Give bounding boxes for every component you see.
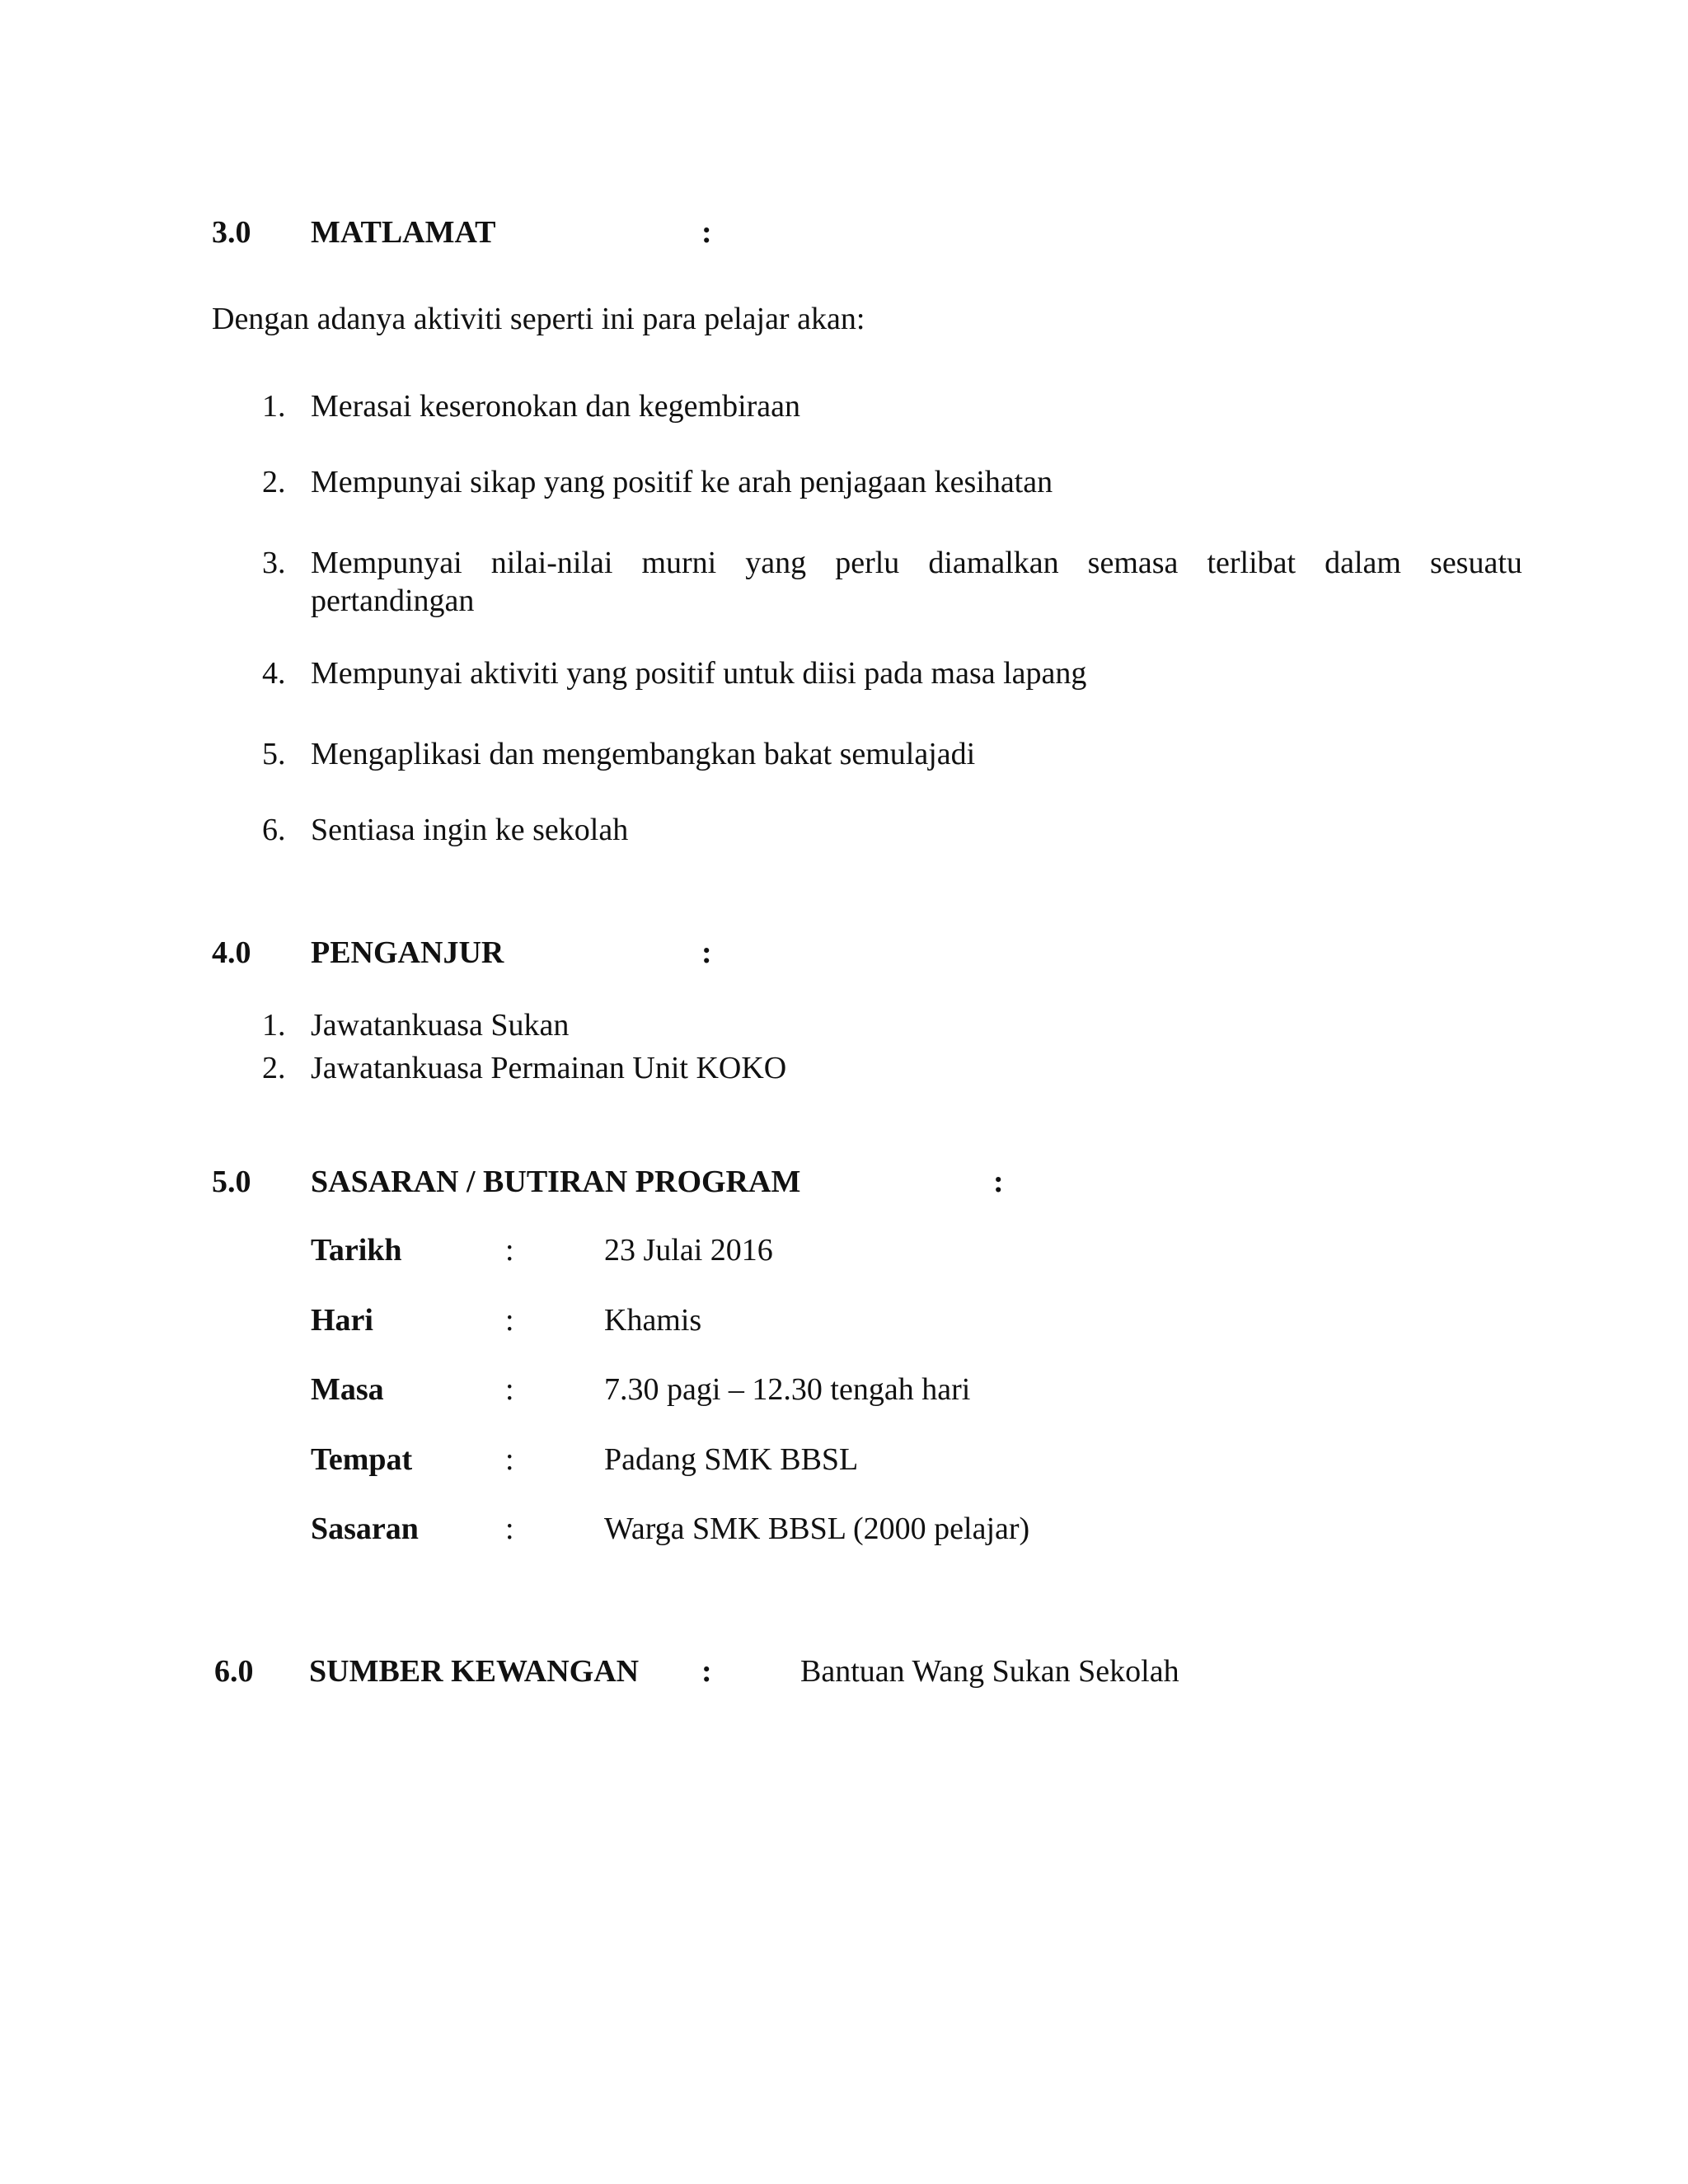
word: diamalkan	[928, 546, 1059, 580]
detail-separator: :	[505, 1511, 514, 1546]
section-5-title: SASARAN / BUTIRAN PROGRAM	[311, 1165, 801, 1199]
detail-separator: :	[505, 1233, 514, 1268]
detail-label: Hari	[311, 1303, 373, 1338]
section-6-title: SUMBER KEWANGAN	[309, 1654, 640, 1689]
detail-label: Tempat	[311, 1442, 413, 1477]
word: murni	[641, 546, 717, 580]
section-4-colon: :	[701, 935, 712, 970]
detail-value: Khamis	[604, 1303, 702, 1338]
detail-label: Masa	[311, 1372, 384, 1407]
detail-label: Tarikh	[311, 1233, 402, 1268]
word: yang	[745, 546, 807, 580]
list-item-number: 4.	[262, 656, 286, 691]
section-3-intro: Dengan adanya aktiviti seperti ini para pelajar akan:	[212, 302, 865, 336]
section-4-number: 4.0	[212, 935, 251, 970]
list-item-number: 1.	[262, 1008, 286, 1043]
word: nilai-nilai	[490, 546, 613, 580]
section-6-number: 6.0	[214, 1654, 254, 1689]
list-item-text-line1	[311, 545, 1522, 581]
list-item-text-line2: pertandingan	[311, 583, 475, 618]
section-5-number: 5.0	[212, 1165, 251, 1199]
list-item-text: Mengaplikasi dan mengembangkan bakat semulajadi	[311, 737, 976, 771]
list-item-number: 5.	[262, 737, 286, 771]
list-item-number: 3.	[262, 546, 286, 580]
list-item-text: Mempunyai sikap yang positif ke arah penjagaan kesihatan	[311, 465, 1053, 499]
list-item-text: Merasai keseronokan dan kegembiraan	[311, 389, 801, 424]
detail-value: Padang SMK BBSL	[604, 1442, 859, 1477]
list-item-text: Sentiasa ingin ke sekolah	[311, 813, 629, 847]
word: perlu	[835, 546, 900, 580]
word: dalam	[1325, 546, 1401, 580]
list-item-text: Mempunyai aktiviti yang positif untuk diisi pada masa lapang	[311, 656, 1087, 691]
detail-value: 7.30 pagi – 12.30 tengah hari	[604, 1372, 971, 1407]
detail-separator: :	[505, 1303, 514, 1338]
detail-label: Sasaran	[311, 1511, 419, 1546]
list-item-number: 1.	[262, 389, 286, 424]
detail-separator: :	[505, 1372, 514, 1407]
list-item-text: Jawatankuasa Permainan Unit KOKO	[311, 1051, 787, 1085]
detail-separator: :	[505, 1442, 514, 1477]
section-6-value: Bantuan Wang Sukan Sekolah	[800, 1654, 1179, 1689]
word: terlibat	[1207, 546, 1296, 580]
section-3-number: 3.0	[212, 215, 251, 250]
section-3-colon: :	[701, 215, 712, 250]
section-3-title: MATLAMAT	[311, 215, 496, 250]
word: Mempunyai	[311, 546, 462, 580]
detail-value: 23 Julai 2016	[604, 1233, 773, 1268]
list-item-number: 6.	[262, 813, 286, 847]
section-4-title: PENGANJUR	[311, 935, 504, 970]
list-item-number: 2.	[262, 465, 286, 499]
section-6-colon: :	[701, 1654, 712, 1689]
word: sesuatu	[1430, 546, 1522, 580]
section-5-colon: :	[993, 1165, 1004, 1199]
word: semasa	[1087, 546, 1179, 580]
list-item-text: Jawatankuasa Sukan	[311, 1008, 570, 1043]
detail-value: Warga SMK BBSL (2000 pelajar)	[604, 1511, 1030, 1546]
list-item-number: 2.	[262, 1051, 286, 1085]
